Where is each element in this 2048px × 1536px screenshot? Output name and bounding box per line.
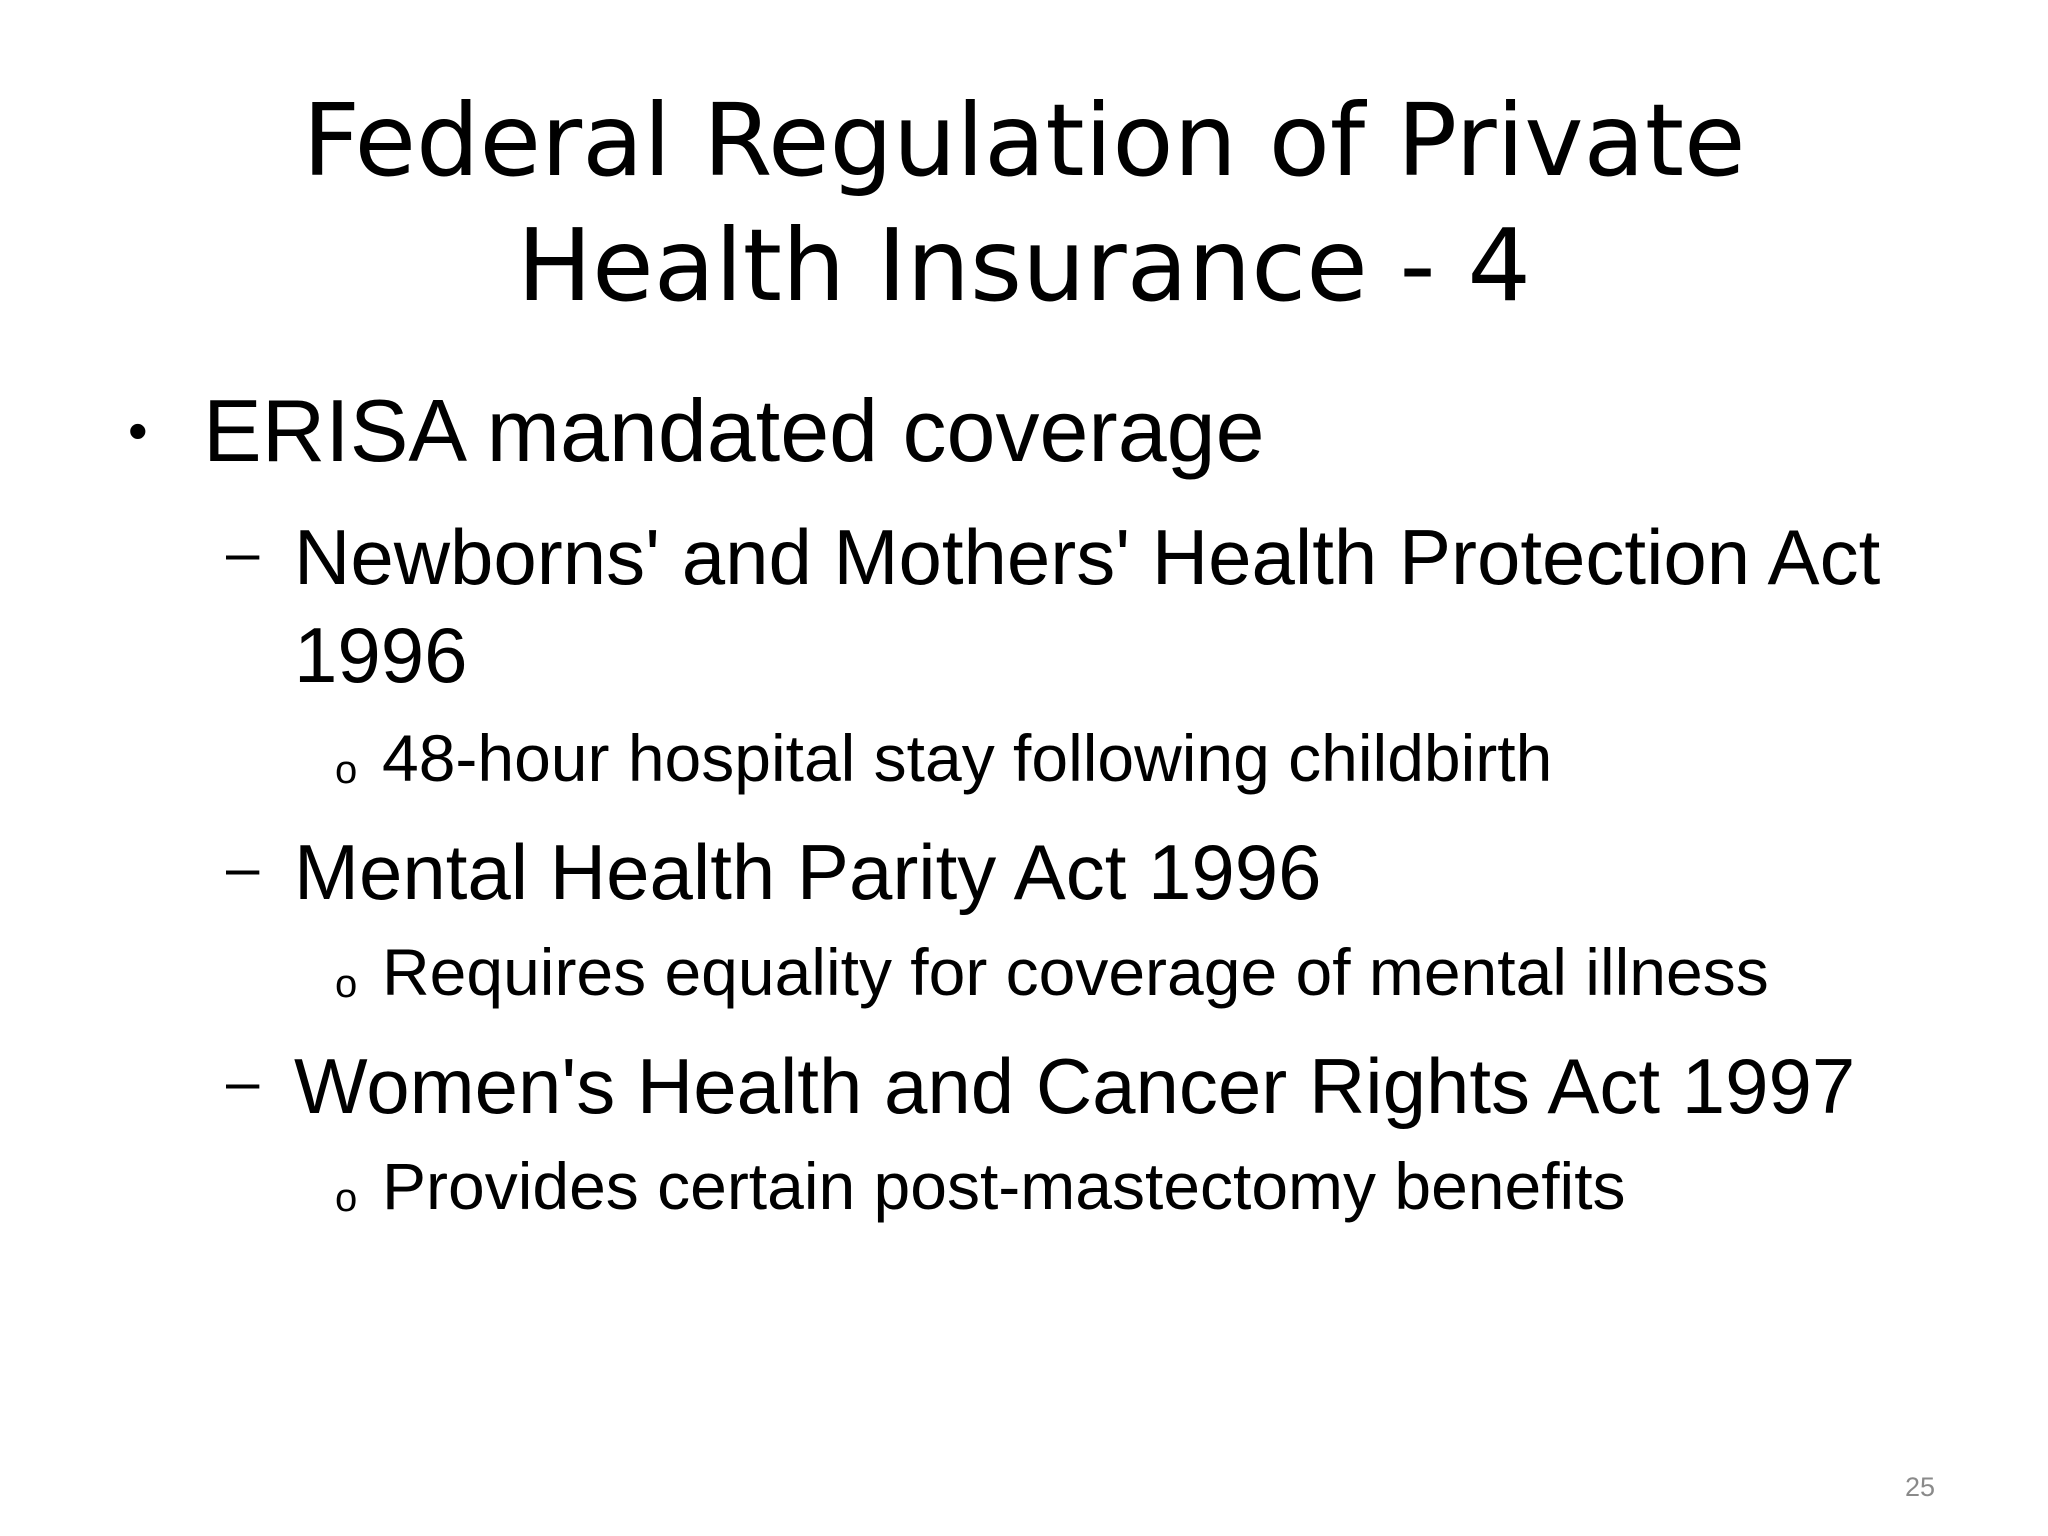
sub-bullet-text-line-2: 1996 — [294, 611, 468, 699]
sub-bullet-text-line-1: Women's Health and Cancer Rights Act 1997 — [294, 1042, 1856, 1130]
slide-title — [0, 78, 2048, 328]
detail-text: Provides certain post-mastectomy benefits — [382, 1149, 1626, 1223]
bullet-text: ERISA mandated coverage — [203, 381, 1265, 480]
slide-title-line-2: Health Insurance - 4 — [516, 207, 1532, 324]
dash-marker: – — [226, 519, 260, 586]
sub-bullet-text-line-1: Newborns' and Mothers' Health Protection Act — [294, 513, 1881, 601]
dash-marker: – — [226, 834, 260, 901]
detail-text: 48-hour hospital stay following childbirth — [382, 721, 1553, 795]
slide-title-line-1: Federal Regulation of Private — [302, 82, 1746, 199]
detail-text: Requires equality for coverage of mental illness — [382, 935, 1769, 1009]
page-number: 25 — [1905, 1472, 1936, 1502]
circle-marker: o — [335, 748, 358, 792]
dash-marker: – — [226, 1048, 260, 1115]
circle-marker: o — [335, 1176, 358, 1220]
sub-bullet-text-line-1: Mental Health Parity Act 1996 — [294, 828, 1322, 916]
bullet-marker: • — [128, 399, 148, 462]
circle-marker: o — [335, 962, 358, 1006]
